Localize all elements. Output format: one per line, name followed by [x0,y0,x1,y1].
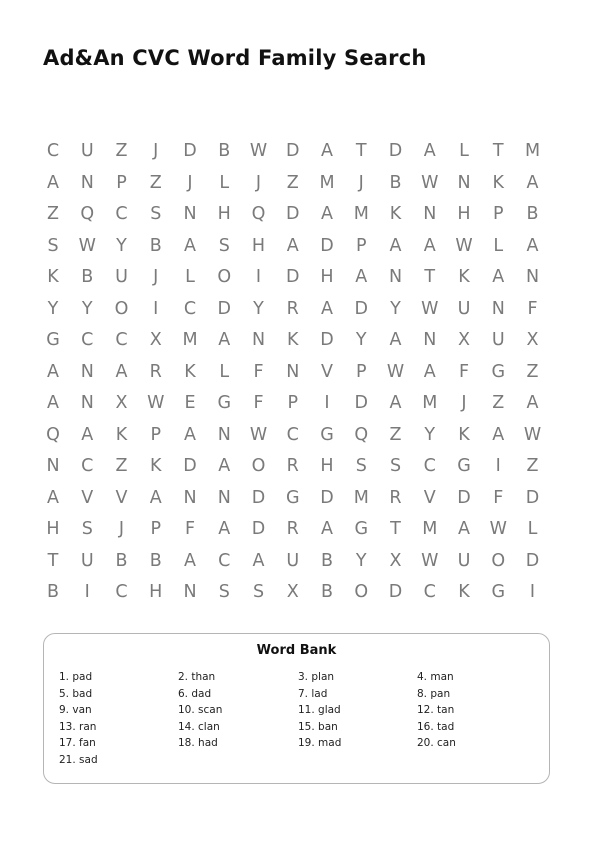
word-bank-item: 20. can [417,737,456,749]
grid-letter[interactable]: G [354,519,369,539]
grid-letter[interactable]: D [183,456,197,476]
grid-letter[interactable]: Z [526,456,539,476]
grid-letter[interactable]: N [491,298,505,319]
grid-letter[interactable]: U [457,298,471,319]
grid-letter[interactable]: K [150,456,162,476]
grid-letter[interactable]: Q [80,204,95,224]
grid-letter[interactable]: Q [251,204,266,224]
grid-letter[interactable]: W [249,141,268,161]
grid-letter[interactable]: H [320,267,334,287]
grid-letter[interactable]: I [84,582,90,602]
grid-letter[interactable]: A [184,235,196,256]
grid-letter[interactable]: W [455,235,473,256]
grid-letter[interactable]: A [149,487,162,508]
grid-letter[interactable]: P [150,519,162,539]
grid-letter[interactable]: X [286,582,299,602]
grid-letter[interactable]: Q [46,424,60,445]
grid-letter[interactable]: C [183,298,197,319]
grid-letter[interactable]: M [182,330,198,350]
word-bank-panel [43,633,550,784]
grid-letter[interactable]: N [457,172,471,193]
grid-letter[interactable]: C [115,204,128,224]
grid-letter[interactable]: T [47,550,59,571]
grid-letter[interactable]: G [491,361,506,382]
grid-letter[interactable]: D [286,204,300,224]
grid-letter[interactable]: H [46,519,60,539]
page-title: Ad&An CVC Word Family Search [43,46,427,70]
grid-letter[interactable]: U [80,550,94,571]
grid-letter[interactable]: C [218,550,231,571]
grid-letter[interactable]: K [458,424,470,445]
grid-letter[interactable]: J [461,393,467,413]
grid-letter[interactable]: G [491,582,506,602]
grid-letter[interactable]: W [249,424,268,445]
grid-letter[interactable]: K [492,172,504,193]
grid-letter[interactable]: Q [354,424,369,445]
grid-letter[interactable]: A [184,424,196,445]
grid-letter[interactable]: H [457,204,471,224]
grid-letter[interactable]: A [321,519,333,539]
grid-letter[interactable]: V [423,487,436,508]
grid-letter[interactable]: M [353,204,369,224]
grid-letter[interactable]: A [286,235,299,256]
grid-letter[interactable]: D [388,141,403,161]
grid-letter[interactable]: A [218,330,231,350]
grid-letter[interactable]: X [526,330,539,350]
grid-letter[interactable]: W [78,235,96,256]
grid-letter[interactable]: F [253,393,264,413]
grid-letter[interactable]: V [81,487,94,508]
grid-letter[interactable]: D [251,487,266,508]
grid-letter[interactable]: U [491,330,505,350]
grid-letter[interactable]: O [114,298,129,319]
grid-letter[interactable]: D [354,393,368,413]
grid-letter[interactable]: I [153,298,159,319]
grid-letter[interactable]: W [421,172,439,193]
grid-letter[interactable]: S [355,456,367,476]
grid-letter[interactable]: D [354,298,368,319]
grid-letter[interactable]: K [47,267,59,287]
grid-letter[interactable]: B [526,204,539,224]
word-bank-item: 5. bad [59,687,93,700]
grid-letter[interactable]: K [458,267,470,287]
grid-letter[interactable]: N [423,330,437,350]
grid-letter[interactable]: A [458,519,470,539]
grid-letter[interactable]: D [251,519,266,539]
grid-letter[interactable]: G [217,393,232,413]
grid-letter[interactable]: J [255,172,262,193]
word-bank-item: 11. glad [298,704,341,716]
grid-letter[interactable]: Y [81,298,93,319]
word-bank-item: 10. scan [178,704,223,716]
grid-letter[interactable]: B [46,582,59,602]
grid-letter[interactable]: Y [355,550,367,571]
grid-letter[interactable]: A [47,172,59,193]
grid-letter[interactable]: J [153,267,159,287]
word-bank-item: 18. had [178,737,218,749]
grid-letter[interactable]: Z [115,456,128,476]
grid-letter[interactable]: A [218,456,231,476]
grid-letter[interactable]: N [217,487,231,508]
grid-letter[interactable]: F [458,361,470,382]
word-bank-item: 14. clan [178,720,220,733]
grid-letter[interactable]: B [81,267,94,287]
grid-letter[interactable]: A [47,487,59,508]
grid-letter[interactable]: A [47,393,59,413]
word-bank-item: 21. sad [59,753,98,766]
grid-letter[interactable]: M [319,172,335,193]
grid-letter[interactable]: P [287,393,299,413]
grid-letter[interactable]: S [218,582,230,602]
grid-letter[interactable]: A [492,267,505,287]
word-bank-item: 6. dad [178,687,212,700]
grid-letter[interactable]: W [523,424,542,445]
grid-letter[interactable]: N [423,204,437,224]
grid-letter[interactable]: Y [355,330,367,350]
grid-letter[interactable]: L [185,267,195,287]
grid-letter[interactable]: N [80,172,94,193]
word-bank-item: 3. plan [298,671,335,683]
grid-letter[interactable]: G [46,330,60,350]
grid-letter[interactable]: R [286,456,299,476]
grid-letter[interactable]: S [389,456,402,476]
grid-letter[interactable]: F [527,298,538,319]
grid-letter[interactable]: N [80,361,94,382]
grid-letter[interactable]: X [115,393,128,413]
grid-letter[interactable]: A [321,141,333,161]
grid-letter[interactable]: X [458,330,470,350]
word-bank-item: 8. pan [417,687,451,700]
grid-letter[interactable]: L [459,141,469,161]
grid-letter[interactable]: D [320,487,334,508]
word-bank-item: 7. lad [298,687,328,700]
grid-letter[interactable]: W [489,519,507,539]
grid-letter[interactable]: I [529,582,536,602]
grid-letter[interactable]: N [388,267,403,287]
grid-letter[interactable]: P [492,204,504,224]
grid-letter[interactable]: T [492,141,504,161]
grid-letter[interactable]: L [493,235,504,256]
grid-letter[interactable]: H [217,204,231,224]
grid-letter[interactable]: D [286,267,300,287]
grid-letter[interactable]: H [320,456,334,476]
grid-letter[interactable]: B [149,550,162,571]
grid-letter[interactable]: O [251,456,266,476]
grid-letter[interactable]: A [218,519,231,539]
grid-letter[interactable]: S [218,235,230,256]
grid-letter[interactable]: I [324,393,330,413]
grid-letter[interactable]: F [253,361,264,382]
grid-letter[interactable]: U [457,550,471,571]
grid-letter[interactable]: G [457,456,471,476]
grid-letter[interactable]: I [495,456,501,476]
grid-letter[interactable]: D [183,141,197,161]
grid-letter[interactable]: N [251,330,266,350]
grid-letter[interactable]: A [526,172,539,193]
grid-letter[interactable]: S [252,582,265,602]
grid-letter[interactable]: N [286,361,300,382]
grid-letter[interactable]: N [217,424,231,445]
grid-letter[interactable]: A [252,550,265,571]
grid-letter[interactable]: Y [424,424,436,445]
grid-letter[interactable]: L [219,172,230,193]
grid-letter[interactable]: V [115,487,128,508]
grid-letter[interactable]: T [424,267,436,287]
grid-letter[interactable]: A [526,393,539,413]
grid-letter[interactable]: J [187,172,193,193]
grid-letter[interactable]: O [354,582,369,602]
grid-letter[interactable]: A [355,267,368,287]
grid-letter[interactable]: W [147,393,165,413]
grid-letter[interactable]: N [183,204,197,224]
grid-letter[interactable]: V [321,361,333,382]
grid-letter[interactable]: W [386,361,405,382]
grid-letter[interactable]: O [217,267,232,287]
grid-letter[interactable]: Y [116,235,127,256]
grid-letter[interactable]: A [389,393,402,413]
grid-letter[interactable]: B [320,550,333,571]
grid-letter[interactable]: A [389,235,402,256]
word-bank-item: 19. mad [298,737,342,749]
word-bank-item: 17. fan [59,737,96,749]
grid-letter[interactable]: Y [390,298,401,319]
grid-letter[interactable]: A [423,235,436,256]
grid-letter[interactable]: R [286,519,299,539]
grid-letter[interactable]: E [184,393,196,413]
grid-letter[interactable]: A [184,550,196,571]
grid-letter[interactable]: J [358,172,364,193]
grid-letter[interactable]: H [251,235,266,256]
grid-letter[interactable]: C [423,582,436,602]
word-bank-item: 15. ban [298,720,338,733]
grid-letter[interactable]: N [525,267,540,287]
grid-letter[interactable]: P [150,424,162,445]
grid-letter[interactable]: X [389,550,402,571]
grid-letter[interactable]: B [218,141,231,161]
grid-letter[interactable]: C [423,456,436,476]
grid-letter[interactable]: U [115,267,128,287]
grid-letter[interactable]: J [118,519,125,539]
grid-letter[interactable]: Z [286,172,299,193]
grid-letter[interactable]: N [183,582,197,602]
grid-letter[interactable]: A [389,330,402,350]
grid-letter[interactable]: M [422,393,438,413]
grid-letter[interactable]: R [389,487,402,508]
grid-letter[interactable]: U [286,550,300,571]
grid-letter[interactable]: P [355,235,367,256]
grid-letter[interactable]: Z [389,424,402,445]
grid-letter[interactable]: F [184,519,196,539]
grid-letter[interactable]: W [421,550,439,571]
grid-letter[interactable]: D [525,487,540,508]
grid-letter[interactable]: F [493,487,504,508]
grid-letter[interactable]: M [422,519,438,539]
grid-letter[interactable]: K [458,582,470,602]
grid-letter[interactable]: C [286,424,299,445]
grid-letter[interactable]: Z [115,141,128,161]
word-bank-item: 2. than [178,671,216,683]
grid-letter[interactable]: B [389,172,402,193]
grid-letter[interactable]: Y [47,298,59,319]
grid-letter[interactable]: S [81,519,93,539]
grid-letter[interactable]: P [355,361,367,382]
grid-letter[interactable]: J [153,141,159,161]
grid-letter[interactable]: R [286,298,299,319]
grid-letter[interactable]: A [423,141,436,161]
word-bank-item: 16. tad [417,720,455,733]
grid-letter[interactable]: C [81,456,94,476]
grid-letter[interactable]: U [80,141,94,161]
grid-letter[interactable]: R [149,361,162,382]
grid-letter[interactable]: N [80,393,94,413]
grid-letter[interactable]: D [525,550,540,571]
grid-letter[interactable]: O [491,550,506,571]
grid-letter[interactable]: A [321,298,333,319]
word-bank-item: 4. man [417,671,454,683]
grid-letter[interactable]: D [457,487,471,508]
grid-letter[interactable]: B [320,582,333,602]
grid-letter[interactable]: A [321,204,333,224]
grid-letter[interactable]: L [527,519,538,539]
grid-letter[interactable]: Z [149,172,162,193]
grid-letter[interactable]: A [526,235,539,256]
grid-letter[interactable]: K [184,361,196,382]
grid-letter[interactable]: A [47,361,59,382]
word-bank-item: 1. pad [59,671,93,683]
grid-letter[interactable]: C [115,330,128,350]
grid-letter[interactable]: D [388,582,403,602]
word-bank-item: 12. tan [417,704,455,716]
grid-letter[interactable]: A [81,424,94,445]
grid-letter[interactable]: I [255,267,262,287]
grid-letter[interactable]: X [149,330,162,350]
grid-letter[interactable]: T [390,519,401,539]
grid-letter[interactable]: D [217,298,231,319]
grid-letter[interactable]: B [115,550,128,571]
grid-letter[interactable]: C [46,141,60,161]
grid-letter[interactable]: Z [526,361,539,382]
word-bank-item: 9. van [59,704,92,716]
grid-letter[interactable]: S [150,204,162,224]
grid-letter[interactable]: D [286,141,300,161]
grid-letter[interactable]: P [116,172,127,193]
grid-letter[interactable]: B [149,235,162,256]
grid-letter[interactable]: A [492,424,505,445]
word-bank-item: 13. ran [59,720,97,733]
grid-letter[interactable]: Z [47,204,59,224]
grid-letter[interactable]: Z [492,393,505,413]
grid-letter[interactable]: K [389,204,402,224]
grid-letter[interactable]: K [115,424,128,445]
grid-letter[interactable]: H [149,582,163,602]
grid-letter[interactable]: M [353,487,369,508]
grid-letter[interactable]: T [355,141,367,161]
grid-letter[interactable]: C [115,582,128,602]
grid-letter[interactable]: M [524,141,541,161]
grid-letter[interactable]: C [81,330,94,350]
grid-letter[interactable]: N [46,456,60,476]
grid-letter[interactable]: K [287,330,299,350]
grid-letter[interactable]: A [423,361,436,382]
grid-letter[interactable]: G [285,487,300,508]
grid-letter[interactable]: D [320,330,334,350]
grid-letter[interactable]: W [421,298,439,319]
grid-letter[interactable]: N [183,487,197,508]
grid-letter[interactable]: L [219,361,230,382]
grid-letter[interactable]: S [47,235,59,256]
grid-letter[interactable]: G [320,424,334,445]
word-bank-title: Word Bank [256,643,337,658]
grid-letter[interactable]: Y [253,298,264,319]
grid-letter[interactable]: D [320,235,334,256]
grid-letter[interactable]: A [115,361,128,382]
